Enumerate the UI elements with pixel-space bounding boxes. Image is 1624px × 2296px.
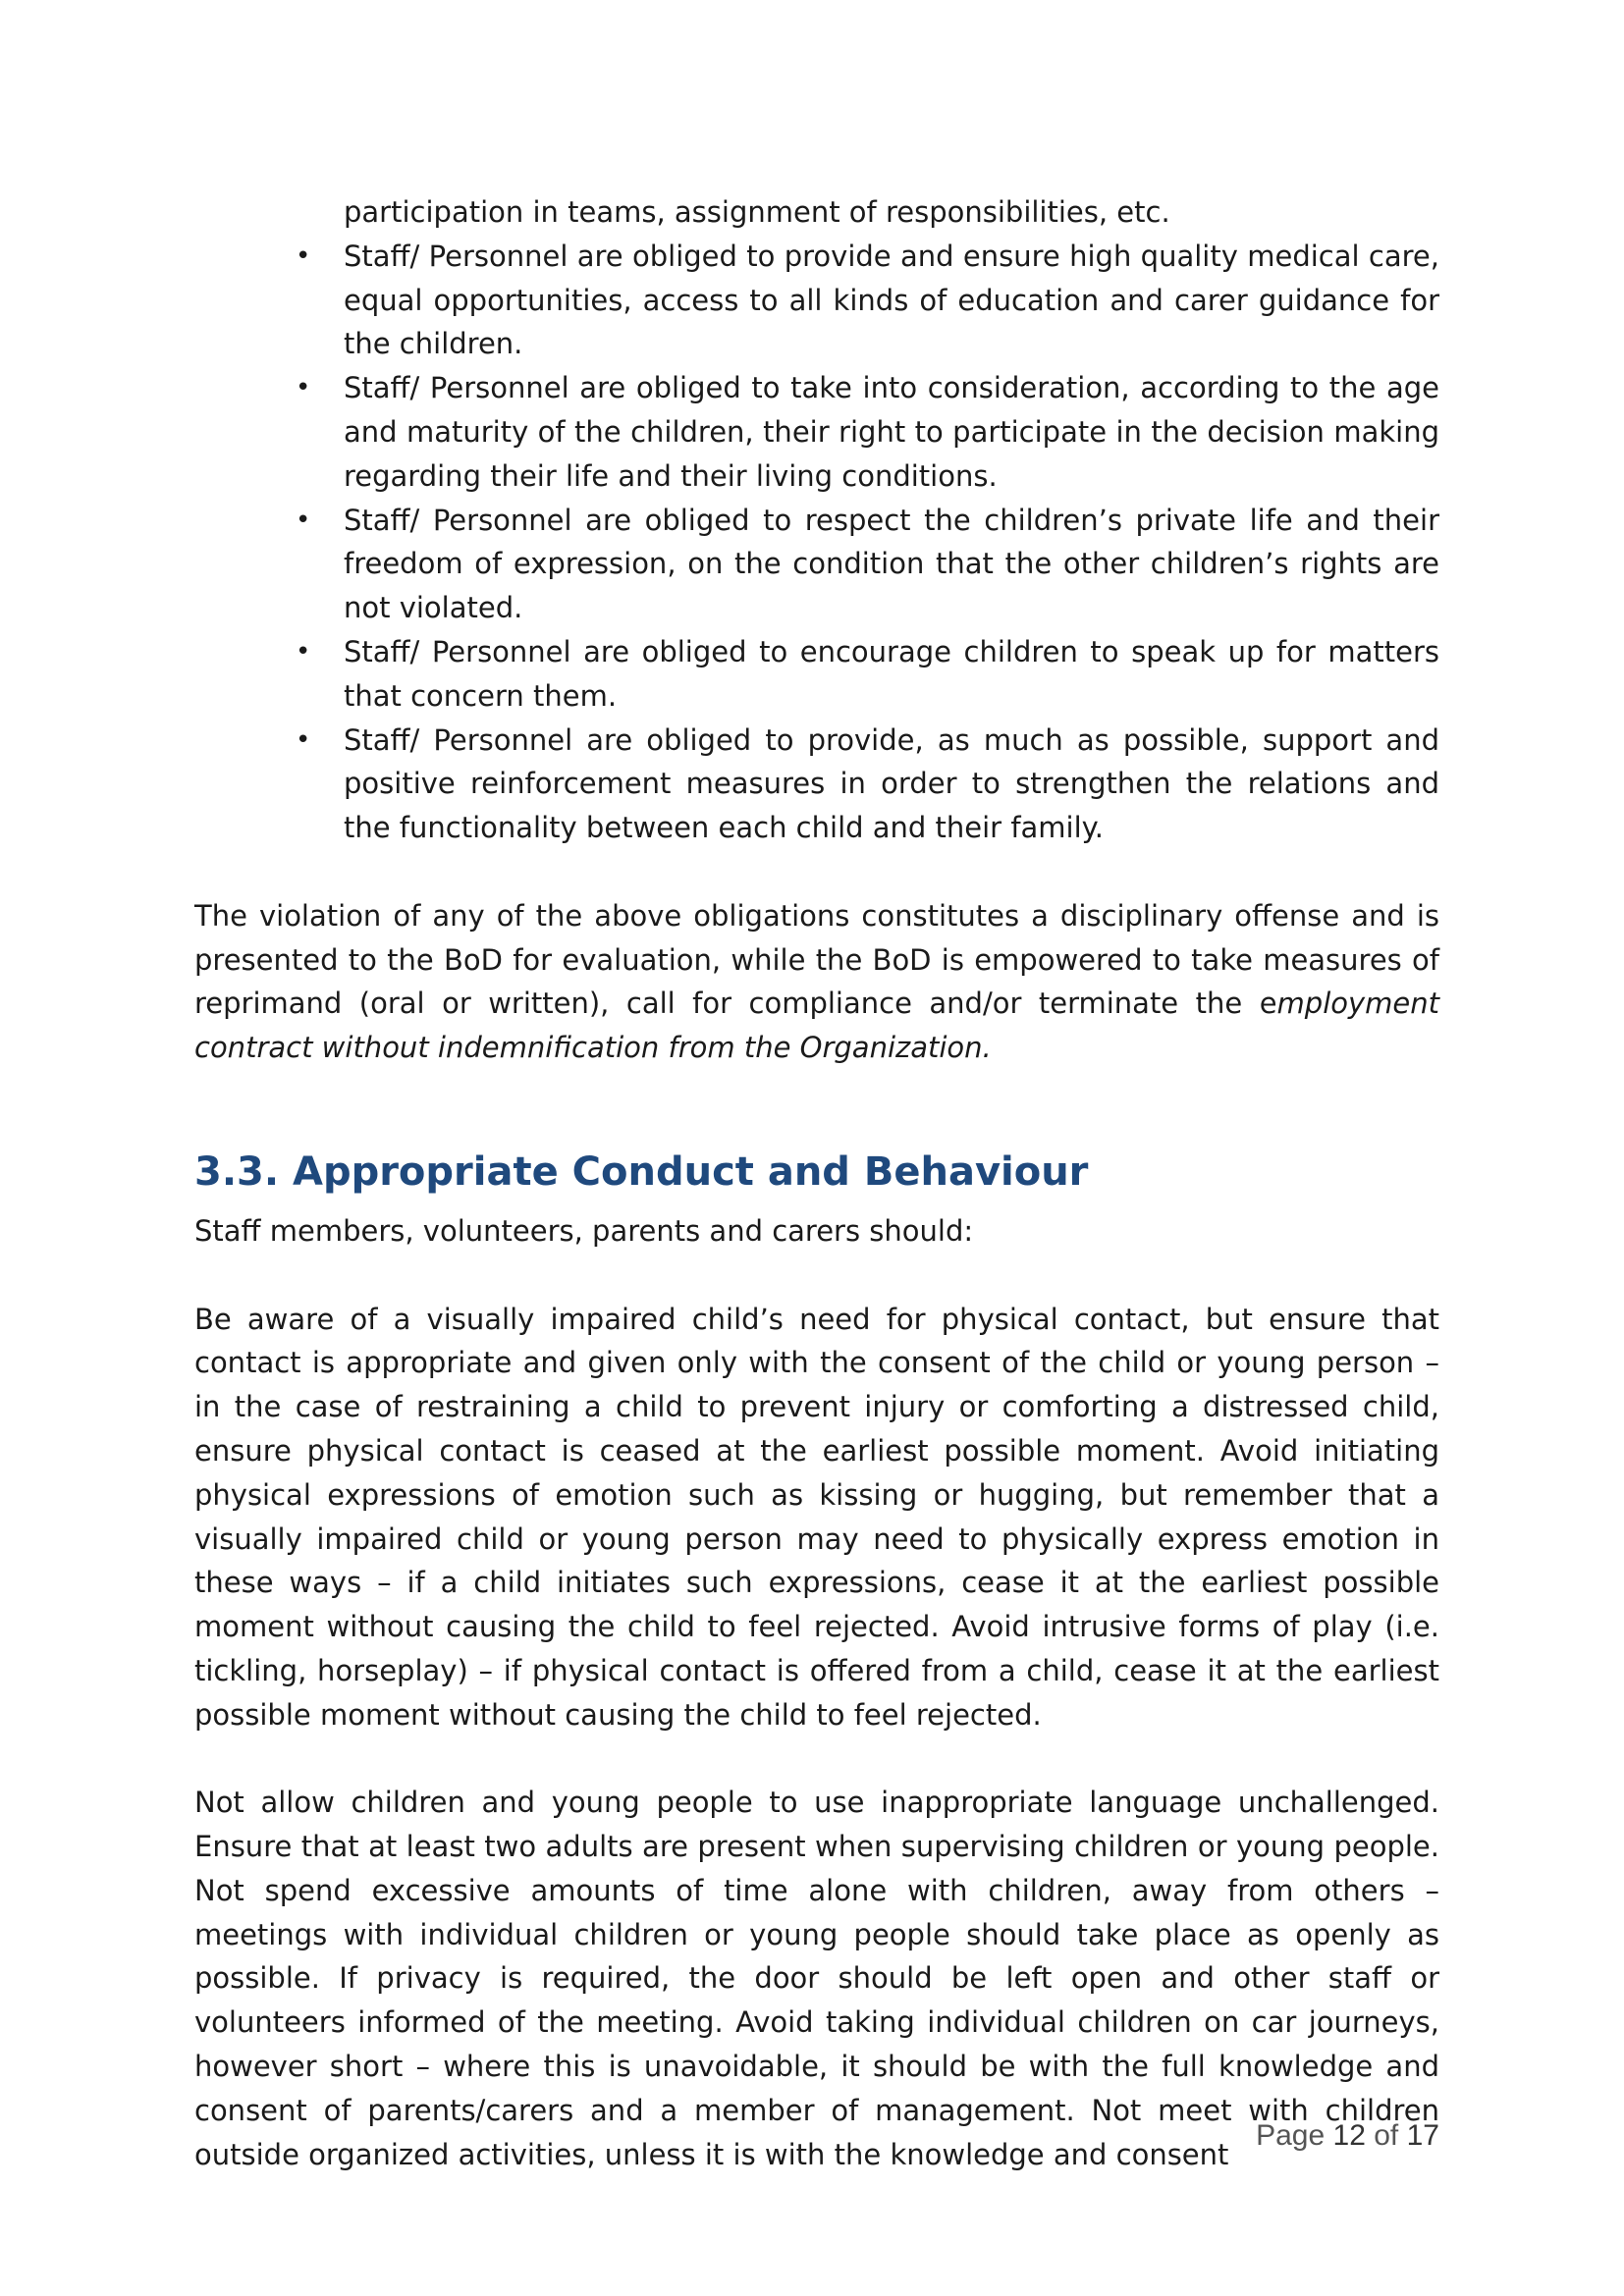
- obligations-list: [194, 235, 1439, 850]
- page-content: [194, 190, 1439, 2176]
- bullet-icon: •: [296, 505, 311, 535]
- list-item-text: Staff/ Personnel are obliged to provide and ensure high quality medical care, equal opportunities, access to all kinds of education and carer guidance for the children.: [344, 239, 1439, 361]
- page-of-label: of: [1374, 2119, 1399, 2152]
- total-pages-number: 17: [1406, 2119, 1439, 2152]
- conduct-paragraph-1: Be aware of a visually impaired child’s need for physical contact, but ensure that contact is appropriate and given only with the consent of the child or young person – in the case of restraining a child to prevent injury or comforting a distressed child, ensure physical contact is ceased at the earliest possible moment. Avoid initiating physical expressions of emotion such as kissing or hugging, but remember that a visually impaired child or young person may need to physically express emotion in these ways – if a child initiates such expressions, cease it at the earliest possible moment without causing the child to feel rejected. Avoid intrusive forms of play (i.e. tickling, horseplay) – if physical contact is offered from a child, cease it at the earliest possible moment without causing the child to feel rejected.: [194, 1302, 1439, 1732]
- section-heading: 3.3. Appropriate Conduct and Behaviour: [194, 1148, 1089, 1195]
- section-intro: Staff members, volunteers, parents and carers should:: [194, 1213, 974, 1248]
- list-item-text: Staff/ Personnel are obliged to encourage children to speak up for matters that concern them.: [344, 634, 1439, 713]
- list-continuation-text: participation in teams, assignment of responsibilities, etc.: [344, 195, 1170, 229]
- list-item-text: Staff/ Personnel are obliged to provide, as much as possible, support and positive reinforcement measures in order to strengthen the relations and the functionality between each child and their family.: [344, 722, 1439, 845]
- list-item: [194, 630, 1439, 719]
- page-footer: [1256, 2116, 1439, 2156]
- current-page-number: 12: [1332, 2119, 1366, 2152]
- bullet-icon: •: [296, 636, 311, 667]
- list-item: [194, 235, 1439, 366]
- page-label: Page: [1256, 2119, 1326, 2152]
- bullet-icon: •: [296, 240, 311, 271]
- list-item-text: Staff/ Personnel are obliged to take into consideration, according to the age and maturity of the children, their right to participate in the decision making regarding their life and their living conditions.: [344, 371, 1439, 493]
- violation-paragraph: [194, 894, 1439, 1070]
- violation-paragraph-italic: mployment contract without indemnification from the Organization.: [194, 987, 1439, 1065]
- list-item-text: Staff/ Personnel are obliged to respect the children’s private life and their freedom of expression, on the condition that the other children’s rights are not violated.: [344, 503, 1439, 625]
- violation-paragraph-text: The violation of any of the above obligations constitutes a disciplinary offense and is presented to the BoD for evaluation, while the BoD is empowered to take measures of reprimand (oral or written), call for compliance and/or terminate the e: [194, 898, 1439, 1021]
- list-item: [194, 499, 1439, 630]
- bullet-icon: •: [296, 373, 311, 403]
- list-item: [194, 366, 1439, 498]
- list-item: [194, 719, 1439, 850]
- conduct-paragraph-2: Not allow children and young people to use inappropriate language unchallenged. Ensure that at least two adults are present when supervising children or young people. Not spend excessive amounts of time alone with children, away from others – meetings with individual children or young people should take place as openly as possible. If privacy is required, the door should be left open and other staff or volunteers informed of the meeting. Avoid taking individual children on car journeys, however short – where this is unavoidable, it should be with the full knowledge and consent of parents/carers and a member of management. Not meet with children outside organized activities, unless it is with the knowledge and consent: [194, 1786, 1439, 2171]
- bullet-icon: •: [296, 724, 311, 755]
